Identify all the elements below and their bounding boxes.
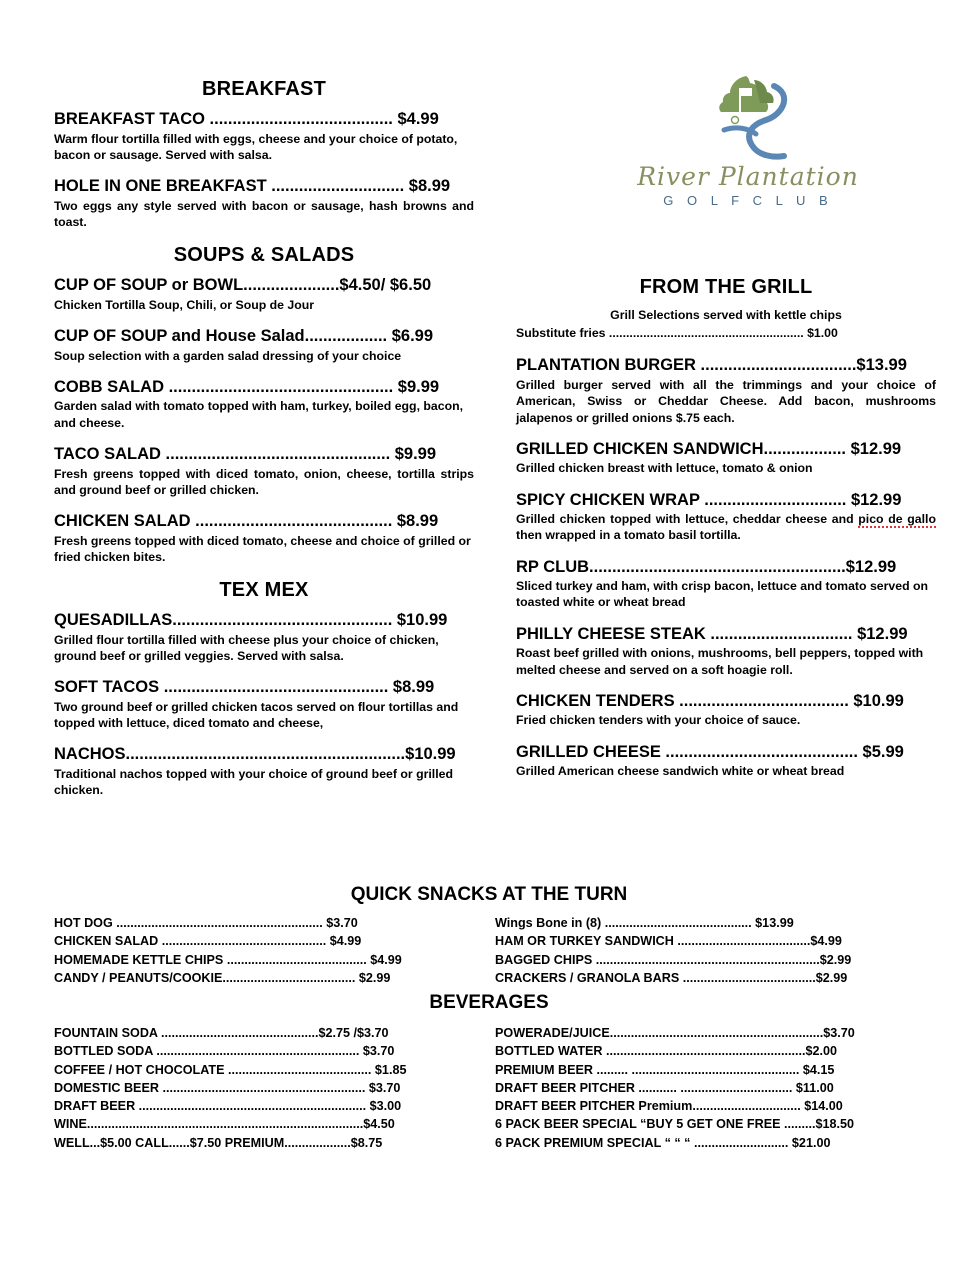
menu-item bbox=[54, 109, 474, 163]
list-item: PREMIUM BEER ......... ................................................ $4.15 bbox=[495, 1062, 835, 1077]
menu-item bbox=[54, 511, 474, 565]
menu-item bbox=[54, 444, 474, 498]
list-item: HOMEMADE KETTLE CHIPS ........................................ $4.99 bbox=[54, 952, 402, 967]
list-item: WINE...............................................................................$4.50 bbox=[54, 1117, 395, 1132]
menu-item-title: TACO SALAD ................................................. $9.99 bbox=[54, 444, 437, 463]
menu-item-title: GRILLED CHEESE .......................................... $5.99 bbox=[516, 742, 904, 761]
menu-item bbox=[516, 490, 936, 544]
list-item: 6 PACK BEER SPECIAL “BUY 5 GET ONE FREE .........$18.50 bbox=[495, 1117, 855, 1132]
menu-item bbox=[516, 355, 936, 425]
menu-item-title: SOFT TACOS ................................................. $8.99 bbox=[54, 678, 435, 697]
menu-item-description: Grilled American cheese sandwich white or wheat bread bbox=[516, 764, 845, 779]
desc-part-1: Grilled chicken topped with lettuce, cheddar cheese and bbox=[516, 512, 859, 527]
menu-item-title: BREAKFAST TACO ........................................ $4.99 bbox=[54, 110, 439, 128]
menu-item-title: CHICKEN TENDERS ..................................... $10.99 bbox=[516, 691, 904, 710]
grill-note: Grill Selections served with kettle chips bbox=[610, 308, 842, 322]
menu-item-title: PHILLY CHEESE STEAK ............................... $12.99 bbox=[516, 624, 908, 643]
list-item: BAGGED CHIPS ................................................................$2.99 bbox=[495, 952, 852, 967]
menu-item-title: RP CLUB........................................................$12.99 bbox=[516, 557, 897, 576]
list-item: DRAFT BEER PITCHER ........... ................................ $11.00 bbox=[495, 1080, 834, 1095]
list-item: DOMESTIC BEER .......................................................... $3.70 bbox=[54, 1080, 401, 1095]
grill-substitute-fries: Substitute fries ......................................................... $1.00 bbox=[516, 326, 838, 341]
right-column bbox=[516, 276, 936, 779]
menu-item-description: Grilled flour tortilla filled with cheese plus your choice of chicken, ground beef or grilled veggies. Served with salsa. bbox=[54, 632, 439, 663]
snacks-section bbox=[0, 884, 978, 987]
menu-item-description: Two ground beef or grilled chicken tacos served on flour tortillas and topped with lettuce, diced tomato and cheese, bbox=[54, 699, 459, 730]
list-item: CRACKERS / GRANOLA BARS ......................................$2.99 bbox=[495, 970, 848, 985]
logo-block bbox=[598, 70, 898, 208]
list-item: HAM OR TURKEY SANDWICH ......................................$4.99 bbox=[495, 934, 842, 949]
menu-item bbox=[54, 610, 474, 664]
menu-item bbox=[54, 275, 474, 313]
list-item: 6 PACK PREMIUM SPECIAL “ “ “ ........................... $21.00 bbox=[495, 1135, 831, 1150]
list-item: FOUNTAIN SODA .............................................$2.75 /$3.70 bbox=[54, 1026, 389, 1040]
list-item: Wings Bone in (8) .......................................... $13.99 bbox=[495, 916, 794, 930]
menu-item-description: Two eggs any style served with bacon or sausage, hash browns and toast. bbox=[54, 198, 474, 229]
menu-item-title: COBB SALAD ................................................. $9.99 bbox=[54, 377, 440, 396]
menu-item-description: Fried chicken tenders with your choice of sauce. bbox=[516, 713, 801, 728]
menu-item-title: CUP OF SOUP or BOWL.....................$4.50/ $6.50 bbox=[54, 276, 432, 295]
menu-item bbox=[54, 677, 474, 731]
menu-item-description: Fresh greens topped with diced tomato, onion, cheese, tortilla strips and ground beef or grilled chicken. bbox=[54, 466, 474, 497]
menu-item-title: GRILLED CHICKEN SANDWICH.................. $12.99 bbox=[516, 439, 902, 458]
menu-item-description: Traditional nachos topped with your choice of ground beef or grilled chicken. bbox=[54, 766, 453, 797]
menu-item-title: NACHOS.............................................................$10.99 bbox=[54, 745, 456, 764]
menu-item-description bbox=[516, 511, 936, 543]
list-item: POWERADE/JUICE.............................................................$3.70 bbox=[495, 1026, 855, 1040]
menu-item-title: QUESADILLAS................................................ $10.99 bbox=[54, 611, 448, 629]
section-title-snacks: QUICK SNACKS AT THE TURN bbox=[350, 884, 628, 905]
club-logo-icon bbox=[688, 70, 808, 166]
list-item: CHICKEN SALAD ............................................... $4.99 bbox=[54, 934, 362, 949]
list-item: DRAFT BEER PITCHER Premium............................... $14.00 bbox=[495, 1099, 843, 1113]
menu-item-title: CUP OF SOUP and House Salad.................. $6.99 bbox=[54, 326, 434, 345]
section-title-beverages: BEVERAGES bbox=[429, 992, 549, 1013]
section-title-grill: FROM THE GRILL bbox=[639, 276, 813, 298]
menu-item bbox=[516, 439, 936, 477]
menu-item bbox=[54, 176, 474, 230]
beverages-left-column bbox=[0, 1024, 489, 1152]
menu-item-title: CHICKEN SALAD ........................................... $8.99 bbox=[54, 511, 439, 530]
list-item: CANDY / PEANUTS/COOKIE...................................... $2.99 bbox=[54, 970, 391, 985]
logo-club-name: River Plantation bbox=[637, 162, 859, 191]
list-item: WELL...$5.00 CALL......$7.50 PREMIUM...................$8.75 bbox=[54, 1135, 383, 1150]
menu-item-description: Roast beef grilled with onions, mushrooms, bell peppers, topped with melted cheese and served on a soft hoagie roll. bbox=[516, 646, 924, 677]
menu-item bbox=[516, 742, 936, 780]
menu-item bbox=[54, 377, 474, 431]
left-column bbox=[54, 78, 474, 798]
menu-item-description: Garden salad with tomato topped with ham, turkey, boiled egg, bacon, and cheese. bbox=[54, 399, 464, 430]
menu-item-description: Chicken Tortilla Soup, Chili, or Soup de Jour bbox=[54, 297, 315, 312]
menu-item bbox=[54, 744, 474, 798]
section-title-breakfast: BREAKFAST bbox=[201, 78, 327, 100]
list-item: BOTTLED WATER .........................................................$2.00 bbox=[495, 1044, 837, 1059]
list-item: HOT DOG ........................................................... $3.70 bbox=[54, 916, 358, 930]
menu-item bbox=[516, 557, 936, 611]
section-title-tex-mex: TEX MEX bbox=[219, 579, 309, 601]
list-item: BOTTLED SODA .......................................................... $3.70 bbox=[54, 1044, 395, 1059]
snacks-right-column bbox=[489, 914, 978, 987]
menu-item-description: Fresh greens topped with diced tomato, cheese and choice of grilled or fried chicken bites. bbox=[54, 533, 471, 564]
menu-item-description: Soup selection with a garden salad dressing of your choice bbox=[54, 348, 402, 363]
menu-item bbox=[516, 624, 936, 678]
section-title-soups-salads: SOUPS & SALADS bbox=[173, 244, 355, 267]
menu-item-description: Warm flour tortilla filled with eggs, cheese and your choice of potato, bacon or sausage. Served with salsa. bbox=[54, 131, 458, 162]
menu-item-description: Grilled chicken breast with lettuce, tomato & onion bbox=[516, 461, 813, 476]
list-item: COFFEE / HOT CHOCOLATE ......................................... $1.85 bbox=[54, 1062, 407, 1077]
snacks-left-column bbox=[0, 914, 489, 987]
desc-part-2: then wrapped in a tomato basil tortilla. bbox=[516, 528, 741, 543]
beverages-section bbox=[0, 992, 978, 1152]
menu-item bbox=[516, 691, 936, 729]
menu-item-title: SPICY CHICKEN WRAP ............................... $12.99 bbox=[516, 490, 902, 509]
desc-misspelled-text: pico de gallo bbox=[858, 512, 936, 527]
menu-item bbox=[54, 326, 474, 364]
menu-item-description: Grilled burger served with all the trimmings and your choice of American, Swiss or Cheddar Cheese. Add bacon, mushrooms jalapenos or grilled onions $.75 each. bbox=[516, 378, 936, 425]
list-item: DRAFT BEER ................................................................. $3.00 bbox=[54, 1099, 402, 1113]
logo-club-subtitle: G O L F C L U B bbox=[663, 193, 833, 208]
menu-item-title: PLANTATION BURGER ..................................$13.99 bbox=[516, 356, 907, 375]
menu-item-title: HOLE IN ONE BREAKFAST ............................. $8.99 bbox=[54, 177, 451, 196]
beverages-right-column bbox=[489, 1024, 978, 1152]
menu-item-description: Sliced turkey and ham, with crisp bacon, lettuce and tomato served on toasted white or wheat bread bbox=[516, 579, 929, 610]
